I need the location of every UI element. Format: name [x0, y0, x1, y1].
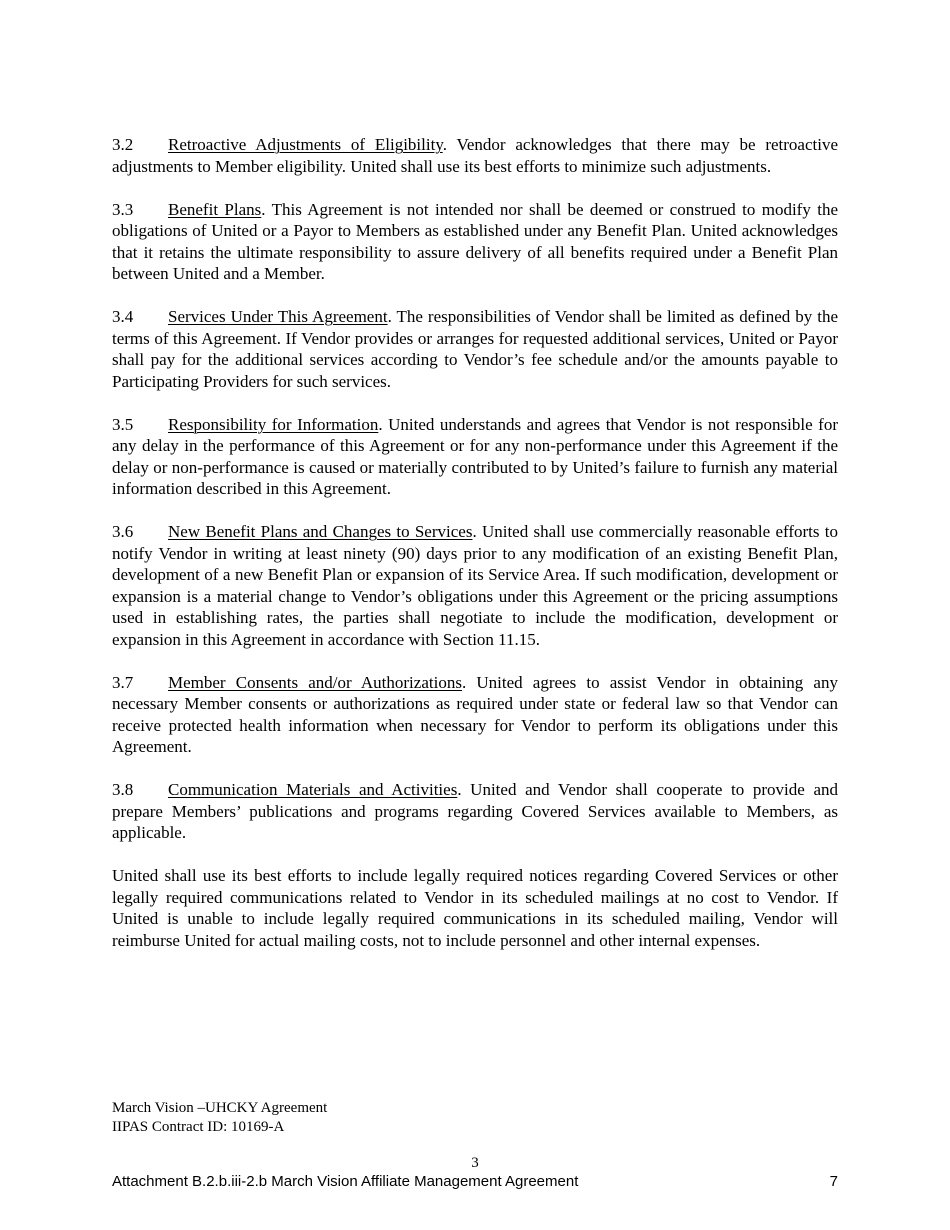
section-heading: Retroactive Adjustments of Eligibility	[168, 135, 443, 154]
section-text: . United agrees to assist Vendor in obtaining any necessary Member consents or authorizations as required under state or federal law so that Vendor can receive protected health information when necessary for Vendor to perform its obligations under this Agreement.	[112, 672, 838, 756]
section-3-7	[112, 672, 838, 758]
section-text: . Vendor acknowledges that there may be retroactive adjustments to Member eligibility. United shall use its best efforts to minimize such adjustments.	[112, 135, 838, 176]
page-number: 3	[471, 1155, 479, 1171]
section-3-3	[112, 199, 838, 285]
section-3-6	[112, 521, 838, 650]
attachment-page-number: 7	[829, 1173, 838, 1190]
section-heading: Services Under This Agreement	[168, 307, 388, 326]
section-heading: New Benefit Plans and Changes to Services	[168, 522, 473, 541]
section-text: . The responsibilities of Vendor shall be limited as defined by the terms of this Agreement. If Vendor provides or arranges for requested additional services, United or Payor shall pay for the additional services according to Vendor’s fee schedule and/or the amounts payable to Participating Providers for such services.	[112, 307, 838, 391]
section-heading: Member Consents and/or Authorizations	[168, 672, 462, 692]
section-number: 3.3	[112, 199, 134, 219]
section-number: 3.8	[112, 780, 134, 799]
section-number: 3.7	[112, 672, 134, 692]
section-heading: Responsibility for Information	[168, 414, 379, 434]
document-body	[112, 134, 838, 973]
document-footer	[112, 1099, 327, 1137]
footer-contract-id: IIPAS Contract ID: 10169-A	[112, 1119, 285, 1135]
footer-agreement-name: March Vision –UHCKY Agreement	[112, 1100, 328, 1116]
section-text: . United understands and agrees that Vendor is not responsible for any delay in the performance of this Agreement or for any non-performance under this Agreement if the delay or non-performance is caused or materially contributed to by United’s failure to furnish any material information described in this Agreement.	[112, 414, 838, 498]
section-3-8	[112, 779, 838, 844]
section-text: . This Agreement is not intended nor shall be deemed or construed to modify the obligations of United or a Payor to Members as established under any Benefit Plan. United acknowledges that it retains the ultimate responsibility to assure delivery of all benefits required under a Benefit Plan between United and a Member.	[112, 199, 838, 283]
attachment-label: Attachment B.2.b.iii-2.b March Vision Affiliate Management Agreement	[112, 1173, 579, 1190]
section-3-5	[112, 414, 838, 500]
section-heading: Benefit Plans	[168, 199, 262, 219]
section-number: 3.2	[112, 135, 134, 154]
section-number: 3.6	[112, 522, 134, 541]
section-number: 3.5	[112, 414, 134, 434]
section-text: . United and Vendor shall cooperate to provide and prepare Members’ publications and programs regarding Covered Services available to Members, as applicable.	[112, 780, 838, 842]
section-number: 3.4	[112, 307, 134, 326]
section-heading: Communication Materials and Activities	[168, 780, 458, 799]
section-3-4	[112, 306, 838, 392]
closing-paragraph: United shall use its best efforts to include legally required notices regarding Covered Services or other legally required communications related to Vendor in its scheduled mailings at no cost to Vendor. If United is unable to include legally required communications in its scheduled mailing, Vendor will reimburse United for actual mailing costs, not to include personnel and other internal expenses.	[112, 866, 838, 950]
section-3-2	[112, 134, 838, 177]
attachment-footer	[112, 1172, 838, 1191]
section-text: . United shall use commercially reasonable efforts to notify Vendor in writing at least ninety (90) days prior to any modification of an existing Benefit Plan, development of a new Benefit Plan or expansion of its Service Area. If such modification, development or expansion is a material change to Vendor’s obligations under this Agreement or the pricing assumptions used in establishing rates, the parties shall negotiate to include the modification, development or expansion in this Agreement in accordance with Section 11.15.	[112, 522, 838, 649]
